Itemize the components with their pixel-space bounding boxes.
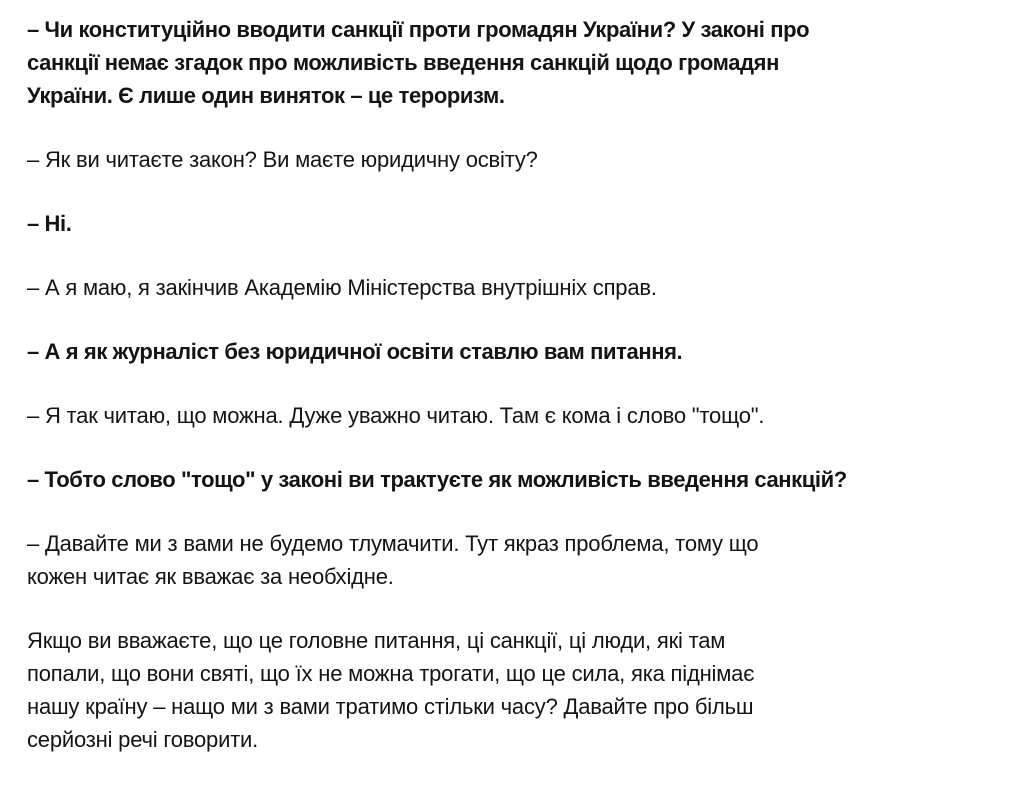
answer-paragraph: – Як ви читаєте закон? Ви маєте юридичну освіту? — [27, 147, 538, 172]
answer-paragraph: Якщо ви вважаєте, що це головне питання, ці санкції, ці люди, які там попали, що вони святі, що їх не можна трогати, що це сила, яка піднімає нашу країну – нащо ми з вами тратимо стільки часу? Давайте про більш серйозні речі говорити. — [27, 628, 755, 752]
answer-paragraph: – Давайте ми з вами не будемо тлумачити. Тут якраз проблема, тому що кожен читає як вважає за необхідне. — [27, 531, 759, 589]
question-paragraph: – Ні. — [27, 211, 72, 236]
answer-paragraph: – А я маю, я закінчив Академію Міністерства внутрішніх справ. — [27, 275, 657, 300]
question-paragraph: – А я як журналіст без юридичної освіти ставлю вам питання. — [27, 339, 683, 364]
question-paragraph: – Чи конституційно вводити санкції проти громадян України? У законі про санкції немає згадок про можливість введення санкцій щодо громадян України. Є лише один виняток – це тероризм. — [27, 17, 810, 108]
question-paragraph: – Тобто слово "тощо" у законі ви трактуєте як можливість введення санкцій? — [27, 467, 847, 492]
answer-paragraph: – Я так читаю, що можна. Дуже уважно читаю. Там є кома і слово "тощо". — [27, 403, 765, 428]
